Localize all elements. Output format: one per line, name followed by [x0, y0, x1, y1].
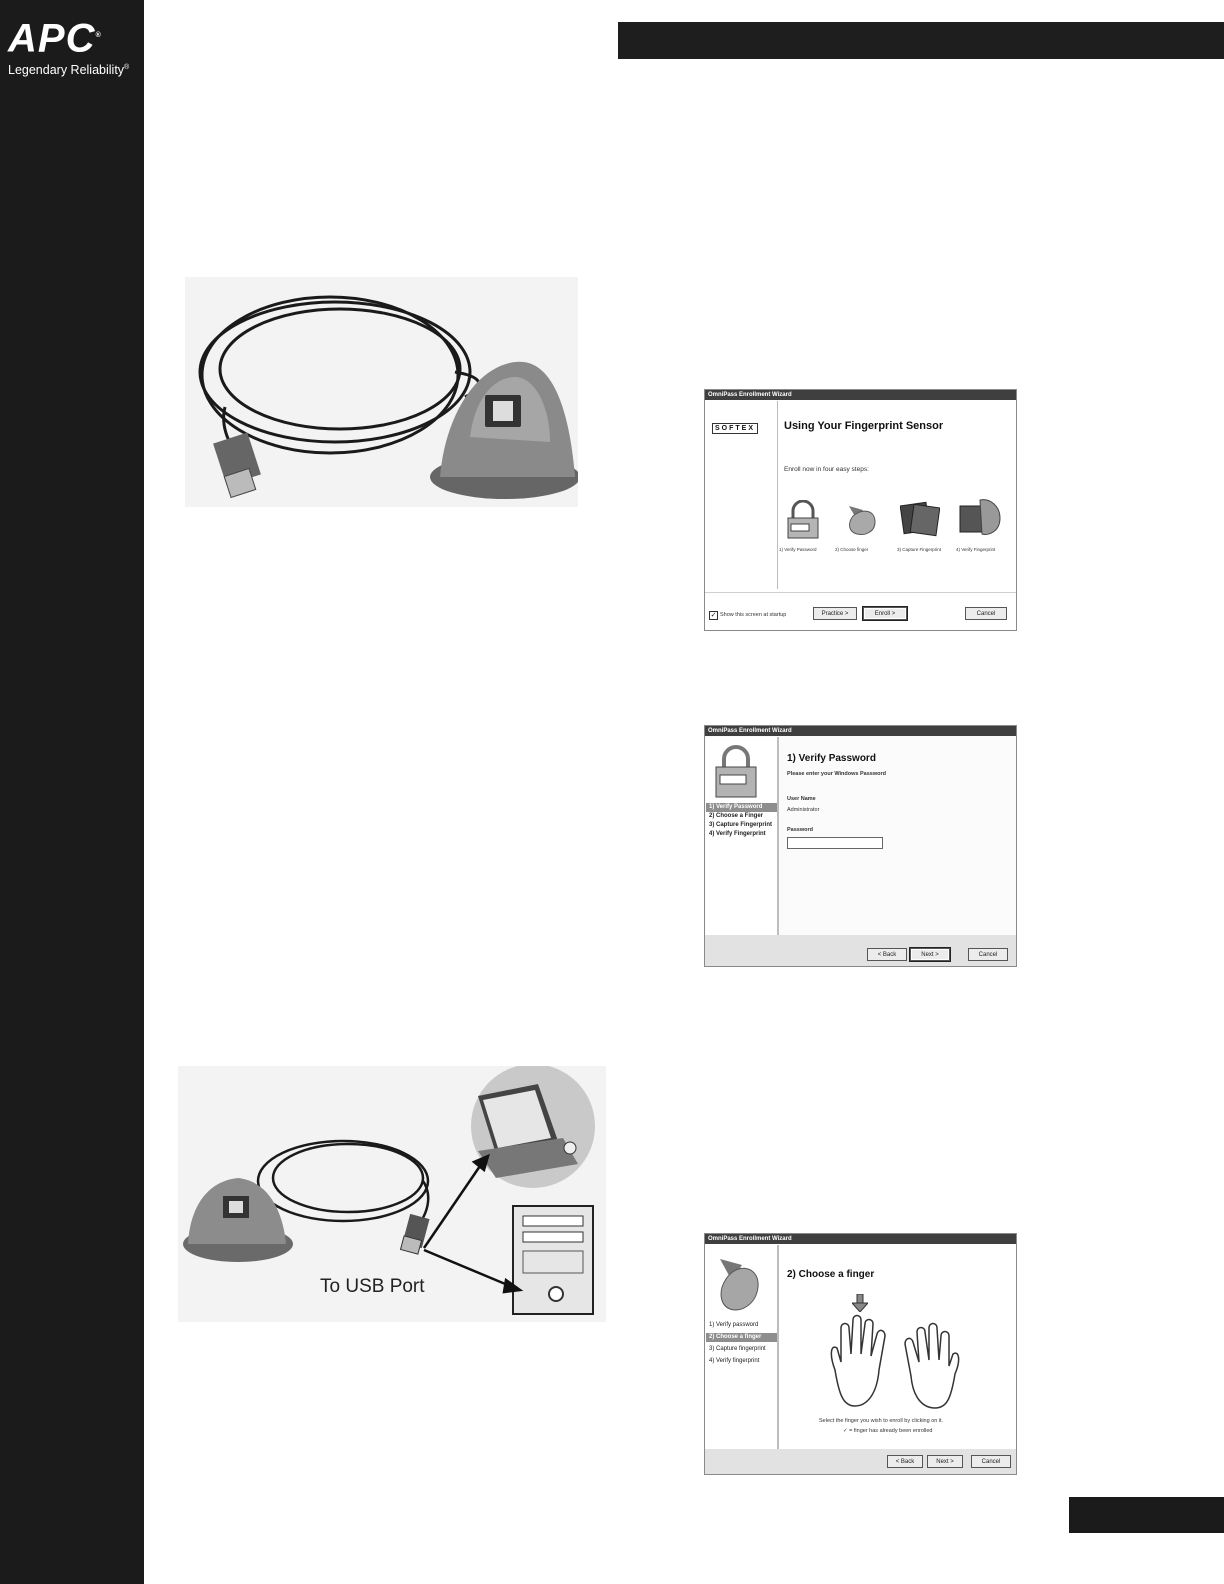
wizard-footer [705, 592, 1016, 593]
verify-step-icon [958, 496, 1004, 538]
step-2-caption: 2) Choose finger [835, 547, 869, 552]
enrolled-check-icon: ✓ [843, 1428, 848, 1434]
user-name-label: User Name [787, 796, 816, 802]
step-item-verify-password[interactable]: 1) Verify Password [706, 803, 777, 812]
back-button[interactable]: < Back [887, 1455, 923, 1468]
practice-button[interactable]: Practice > [813, 607, 857, 620]
step-4-caption: 4) Verify Fingerprint [956, 547, 996, 552]
step-item-capture-fingerprint[interactable]: 3) Capture fingerprint [709, 1346, 766, 1352]
show-at-startup-checkbox[interactable]: ✓ [710, 612, 717, 619]
step-item-capture-fingerprint[interactable]: 3) Capture Fingerprint [709, 822, 773, 828]
brand-name: APC [8, 16, 96, 61]
brand-tagline [8, 60, 136, 78]
apc-logo-mark [8, 16, 136, 61]
step-1-caption: 1) Verify Password [779, 547, 817, 552]
lock-icon [712, 743, 760, 803]
usb-connection-diagram [178, 1066, 606, 1322]
next-button[interactable]: Next > [927, 1455, 963, 1468]
softex-logo-text: SOFTEX [715, 425, 756, 432]
password-field[interactable] [787, 837, 883, 849]
cancel-button[interactable]: Cancel [965, 607, 1007, 620]
wizard-heading: 1) Verify Password [787, 753, 876, 764]
right-hand-icon[interactable] [901, 1322, 963, 1410]
window-title-bar: OmniPass Enrollment Wizard [705, 726, 1016, 736]
finger-step-icon [839, 498, 879, 538]
cancel-button[interactable]: Cancel [968, 948, 1008, 961]
step-3-caption: 3) Capture Fingerprint [897, 547, 942, 552]
step-item-choose-finger[interactable]: 2) Choose a Finger [709, 813, 764, 819]
finger-icon [714, 1253, 764, 1321]
wizard-footer [705, 1449, 1016, 1474]
password-label: Password [787, 827, 813, 833]
password-instruction: Please enter your Windows Password [787, 771, 886, 777]
enrollment-wizard-choose-finger-window [704, 1233, 1017, 1475]
next-button[interactable]: Next > [910, 948, 950, 961]
brand-reg-mark: ® [95, 32, 102, 39]
enrollment-wizard-intro-window [704, 389, 1017, 631]
down-arrow-icon [852, 1294, 868, 1312]
enrollment-wizard-verify-password-window [704, 725, 1017, 967]
usb-port-label: To USB Port [320, 1276, 425, 1297]
softex-logo [712, 423, 758, 434]
back-button[interactable]: < Back [867, 948, 907, 961]
tagline-text: Legendary Reliability [8, 63, 125, 78]
wizard-heading: Using Your Fingerprint Sensor [784, 420, 944, 432]
left-hand-icon[interactable] [827, 1314, 891, 1410]
legend-text: = finger has already been enrolled [849, 1428, 933, 1434]
window-title-bar: OmniPass Enrollment Wizard [705, 390, 1016, 400]
window-title-bar: OmniPass Enrollment Wizard [705, 1234, 1016, 1244]
step-item-verify-fingerprint[interactable]: 4) Verify fingerprint [709, 1358, 760, 1364]
page-footer-tab [1069, 1497, 1224, 1533]
step-item-choose-finger[interactable]: 2) Choose a finger [706, 1333, 777, 1342]
enroll-button[interactable]: Enroll > [863, 607, 907, 620]
user-name-value: Administrator [787, 807, 820, 813]
wizard-subheading: Enroll now in four easy steps: [784, 466, 869, 473]
wizard-steps-pane [706, 1245, 779, 1450]
capture-step-icon [900, 498, 940, 538]
lock-step-icon [785, 500, 821, 540]
enrolled-finger-legend [843, 1428, 932, 1434]
wizard-heading: 2) Choose a finger [787, 1269, 875, 1280]
sidebar [0, 0, 144, 1584]
desktop-tower-icon [513, 1206, 593, 1314]
step-item-verify-password[interactable]: 1) Verify password [709, 1322, 759, 1328]
wizard-side-pane [706, 401, 778, 589]
choose-finger-instruction: Select the finger you wish to enroll by clicking on it. [819, 1418, 944, 1424]
step-item-verify-fingerprint[interactable]: 4) Verify Fingerprint [709, 831, 766, 837]
cancel-button[interactable]: Cancel [971, 1455, 1011, 1468]
fingerprint-reader-photo [185, 277, 578, 507]
wizard-steps-pane [706, 737, 779, 935]
show-at-startup-label: Show this screen at startup [720, 612, 787, 618]
header-bar [618, 22, 1224, 59]
apc-logo [8, 16, 136, 78]
tagline-reg-mark: ® [124, 64, 130, 72]
laptop-icon [471, 1066, 595, 1188]
